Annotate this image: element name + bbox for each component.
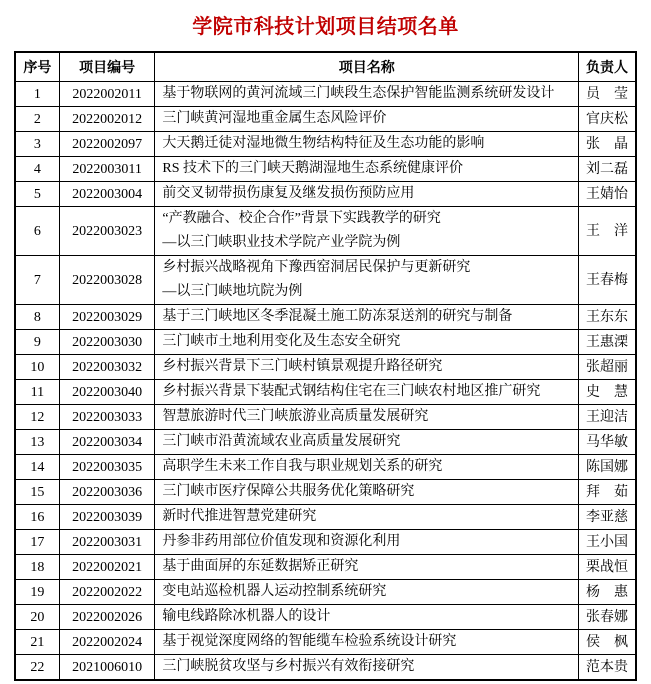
cell-serial: 12 xyxy=(15,405,59,430)
cell-serial: 8 xyxy=(15,305,59,330)
cell-project-code: 2022003029 xyxy=(59,305,155,330)
cell-project-code: 2022002012 xyxy=(59,107,155,132)
cell-project-name xyxy=(155,182,579,207)
cell-project-name xyxy=(155,530,579,555)
cell-project-code: 2022002097 xyxy=(59,132,155,157)
project-name-line: 基于物联网的黄河流域三门峡段生态保护智能监测系统研发设计 xyxy=(162,86,555,101)
cell-project-name xyxy=(155,207,579,256)
cell-project-name xyxy=(155,555,579,580)
project-name-line: 前交叉韧带损伤康复及继发损伤预防应用 xyxy=(162,186,415,201)
table-row xyxy=(15,182,636,207)
cell-project-code: 2022002026 xyxy=(59,605,155,630)
cell-project-code: 2022003023 xyxy=(59,207,155,256)
cell-project-code: 2022003040 xyxy=(59,380,155,405)
cell-serial: 14 xyxy=(15,455,59,480)
project-name-line: 乡村振兴背景下装配式钢结构住宅在三门峡农村地区推广研究 xyxy=(162,384,541,399)
cell-serial: 11 xyxy=(15,380,59,405)
table-row xyxy=(15,330,636,355)
cell-leader: 栗战恒 xyxy=(579,555,636,580)
cell-leader: 王迎洁 xyxy=(579,405,636,430)
cell-project-code: 2022003030 xyxy=(59,330,155,355)
cell-leader: 李亚慈 xyxy=(579,505,636,530)
cell-serial: 5 xyxy=(15,182,59,207)
column-header-leader: 负责人 xyxy=(579,52,636,82)
project-name-line: 输电线路除冰机器人的设计 xyxy=(162,609,331,624)
cell-project-name xyxy=(155,630,579,655)
table-row xyxy=(15,655,636,681)
cell-project-name xyxy=(155,256,579,305)
cell-project-name xyxy=(155,330,579,355)
cell-project-name xyxy=(155,655,579,681)
table-row xyxy=(15,580,636,605)
table-row xyxy=(15,256,636,305)
cell-project-code: 2022002011 xyxy=(59,82,155,107)
project-name-line: RS 技术下的三门峡天鹅湖湿地生态系统健康评价 xyxy=(162,161,464,176)
column-header-project-name: 项目名称 xyxy=(155,52,579,82)
cell-project-code: 2022003039 xyxy=(59,505,155,530)
cell-project-code: 2022003033 xyxy=(59,405,155,430)
cell-project-name xyxy=(155,505,579,530)
project-name-line: 三门峡黄河湿地重金属生态风险评价 xyxy=(162,111,387,126)
cell-leader: 马华敏 xyxy=(579,430,636,455)
cell-project-name xyxy=(155,305,579,330)
cell-project-code: 2021006010 xyxy=(59,655,155,681)
project-name-line: 乡村振兴战略视角下豫西窑洞居民保护与更新研究 xyxy=(162,260,471,275)
cell-serial: 9 xyxy=(15,330,59,355)
project-name-line: 三门峡市医疗保障公共服务优化策略研究 xyxy=(162,484,415,499)
cell-project-code: 2022003035 xyxy=(59,455,155,480)
cell-project-name xyxy=(155,380,579,405)
cell-serial: 2 xyxy=(15,107,59,132)
cell-leader: 官庆松 xyxy=(579,107,636,132)
cell-project-code: 2022003034 xyxy=(59,430,155,455)
cell-leader: 王小国 xyxy=(579,530,636,555)
cell-project-code: 2022003004 xyxy=(59,182,155,207)
cell-project-name xyxy=(155,107,579,132)
cell-leader: 张春娜 xyxy=(579,605,636,630)
cell-project-name xyxy=(155,82,579,107)
project-name-line: 三门峡市沿黄流域农业高质量发展研究 xyxy=(162,434,401,449)
cell-serial: 20 xyxy=(15,605,59,630)
table-row xyxy=(15,157,636,182)
table-row xyxy=(15,430,636,455)
cell-project-code: 2022002021 xyxy=(59,555,155,580)
project-name-line: —以三门峡地坑院为例 xyxy=(162,284,303,299)
project-name-line: 三门峡脱贫攻坚与乡村振兴有效衔接研究 xyxy=(162,659,415,674)
cell-serial: 15 xyxy=(15,480,59,505)
table-row xyxy=(15,555,636,580)
cell-leader: 拜 茹 xyxy=(579,480,636,505)
project-name-line: 基于曲面屏的东延数据矫正研究 xyxy=(162,559,359,574)
cell-project-code: 2022003011 xyxy=(59,157,155,182)
project-name-line: “产教融合、校企合作”背景下实践教学的研究 xyxy=(162,211,441,226)
cell-leader: 刘二磊 xyxy=(579,157,636,182)
cell-serial: 22 xyxy=(15,655,59,681)
project-name-line: 高职学生未来工作自我与职业规划关系的研究 xyxy=(162,459,443,474)
cell-project-name xyxy=(155,157,579,182)
cell-serial: 18 xyxy=(15,555,59,580)
cell-leader: 张超丽 xyxy=(579,355,636,380)
cell-project-name xyxy=(155,455,579,480)
cell-project-name xyxy=(155,405,579,430)
table-row xyxy=(15,530,636,555)
table-row xyxy=(15,455,636,480)
table-row xyxy=(15,305,636,330)
cell-project-name xyxy=(155,430,579,455)
cell-leader: 王 洋 xyxy=(579,207,636,256)
cell-project-code: 2022003031 xyxy=(59,530,155,555)
cell-serial: 13 xyxy=(15,430,59,455)
table-row xyxy=(15,380,636,405)
cell-project-name xyxy=(155,480,579,505)
cell-project-code: 2022002024 xyxy=(59,630,155,655)
cell-leader: 侯 枫 xyxy=(579,630,636,655)
table-row xyxy=(15,107,636,132)
cell-leader: 王春梅 xyxy=(579,256,636,305)
cell-project-name xyxy=(155,132,579,157)
column-header-serial: 序号 xyxy=(15,52,59,82)
page-title: 学院市科技计划项目结项名单 xyxy=(192,16,459,38)
cell-leader: 杨 惠 xyxy=(579,580,636,605)
cell-project-code: 2022003036 xyxy=(59,480,155,505)
cell-project-name xyxy=(155,580,579,605)
project-name-line: 大天鹅迁徒对湿地微生物结构特征及生态功能的影响 xyxy=(162,136,485,151)
cell-serial: 1 xyxy=(15,82,59,107)
project-name-line: 乡村振兴背景下三门峡村镇景观提升路径研究 xyxy=(162,359,443,374)
cell-serial: 3 xyxy=(15,132,59,157)
cell-project-code: 2022002022 xyxy=(59,580,155,605)
table-row xyxy=(15,207,636,256)
project-results-table xyxy=(14,51,637,681)
project-name-line: 基于视觉深度网络的智能缆车检验系统设计研究 xyxy=(162,634,457,649)
table-row xyxy=(15,630,636,655)
table-body xyxy=(15,82,636,681)
project-name-line: 智慧旅游时代三门峡旅游业高质量发展研究 xyxy=(162,409,429,424)
cell-project-name xyxy=(155,605,579,630)
cell-serial: 17 xyxy=(15,530,59,555)
cell-leader: 员 莹 xyxy=(579,82,636,107)
project-name-line: 新时代推进智慧党建研究 xyxy=(162,509,317,524)
table-row xyxy=(15,480,636,505)
table-row xyxy=(15,605,636,630)
cell-leader: 王东东 xyxy=(579,305,636,330)
cell-project-code: 2022003028 xyxy=(59,256,155,305)
cell-serial: 4 xyxy=(15,157,59,182)
project-name-line: —以三门峡职业技术学院产业学院为例 xyxy=(162,235,401,250)
cell-leader: 王婧怡 xyxy=(579,182,636,207)
cell-serial: 21 xyxy=(15,630,59,655)
cell-leader: 王惠溧 xyxy=(579,330,636,355)
cell-leader: 范本贵 xyxy=(579,655,636,681)
cell-leader: 史 慧 xyxy=(579,380,636,405)
cell-leader: 张 晶 xyxy=(579,132,636,157)
table-row xyxy=(15,355,636,380)
project-name-line: 变电站巡检机器人运动控制系统研究 xyxy=(162,584,387,599)
project-name-line: 丹参非药用部位价值发现和资源化利用 xyxy=(162,534,401,549)
cell-project-code: 2022003032 xyxy=(59,355,155,380)
header-row xyxy=(15,52,636,82)
table-row xyxy=(15,82,636,107)
cell-serial: 7 xyxy=(15,256,59,305)
column-header-project-code: 项目编号 xyxy=(59,52,155,82)
project-name-line: 基于三门峡地区冬季混凝土施工防冻泵送剂的研究与制备 xyxy=(162,309,513,324)
table-row xyxy=(15,132,636,157)
cell-serial: 19 xyxy=(15,580,59,605)
table-row xyxy=(15,505,636,530)
cell-leader: 陈国娜 xyxy=(579,455,636,480)
table-row xyxy=(15,405,636,430)
cell-project-name xyxy=(155,355,579,380)
cell-serial: 6 xyxy=(15,207,59,256)
project-name-line: 三门峡市土地利用变化及生态安全研究 xyxy=(162,334,401,349)
cell-serial: 16 xyxy=(15,505,59,530)
cell-serial: 10 xyxy=(15,355,59,380)
